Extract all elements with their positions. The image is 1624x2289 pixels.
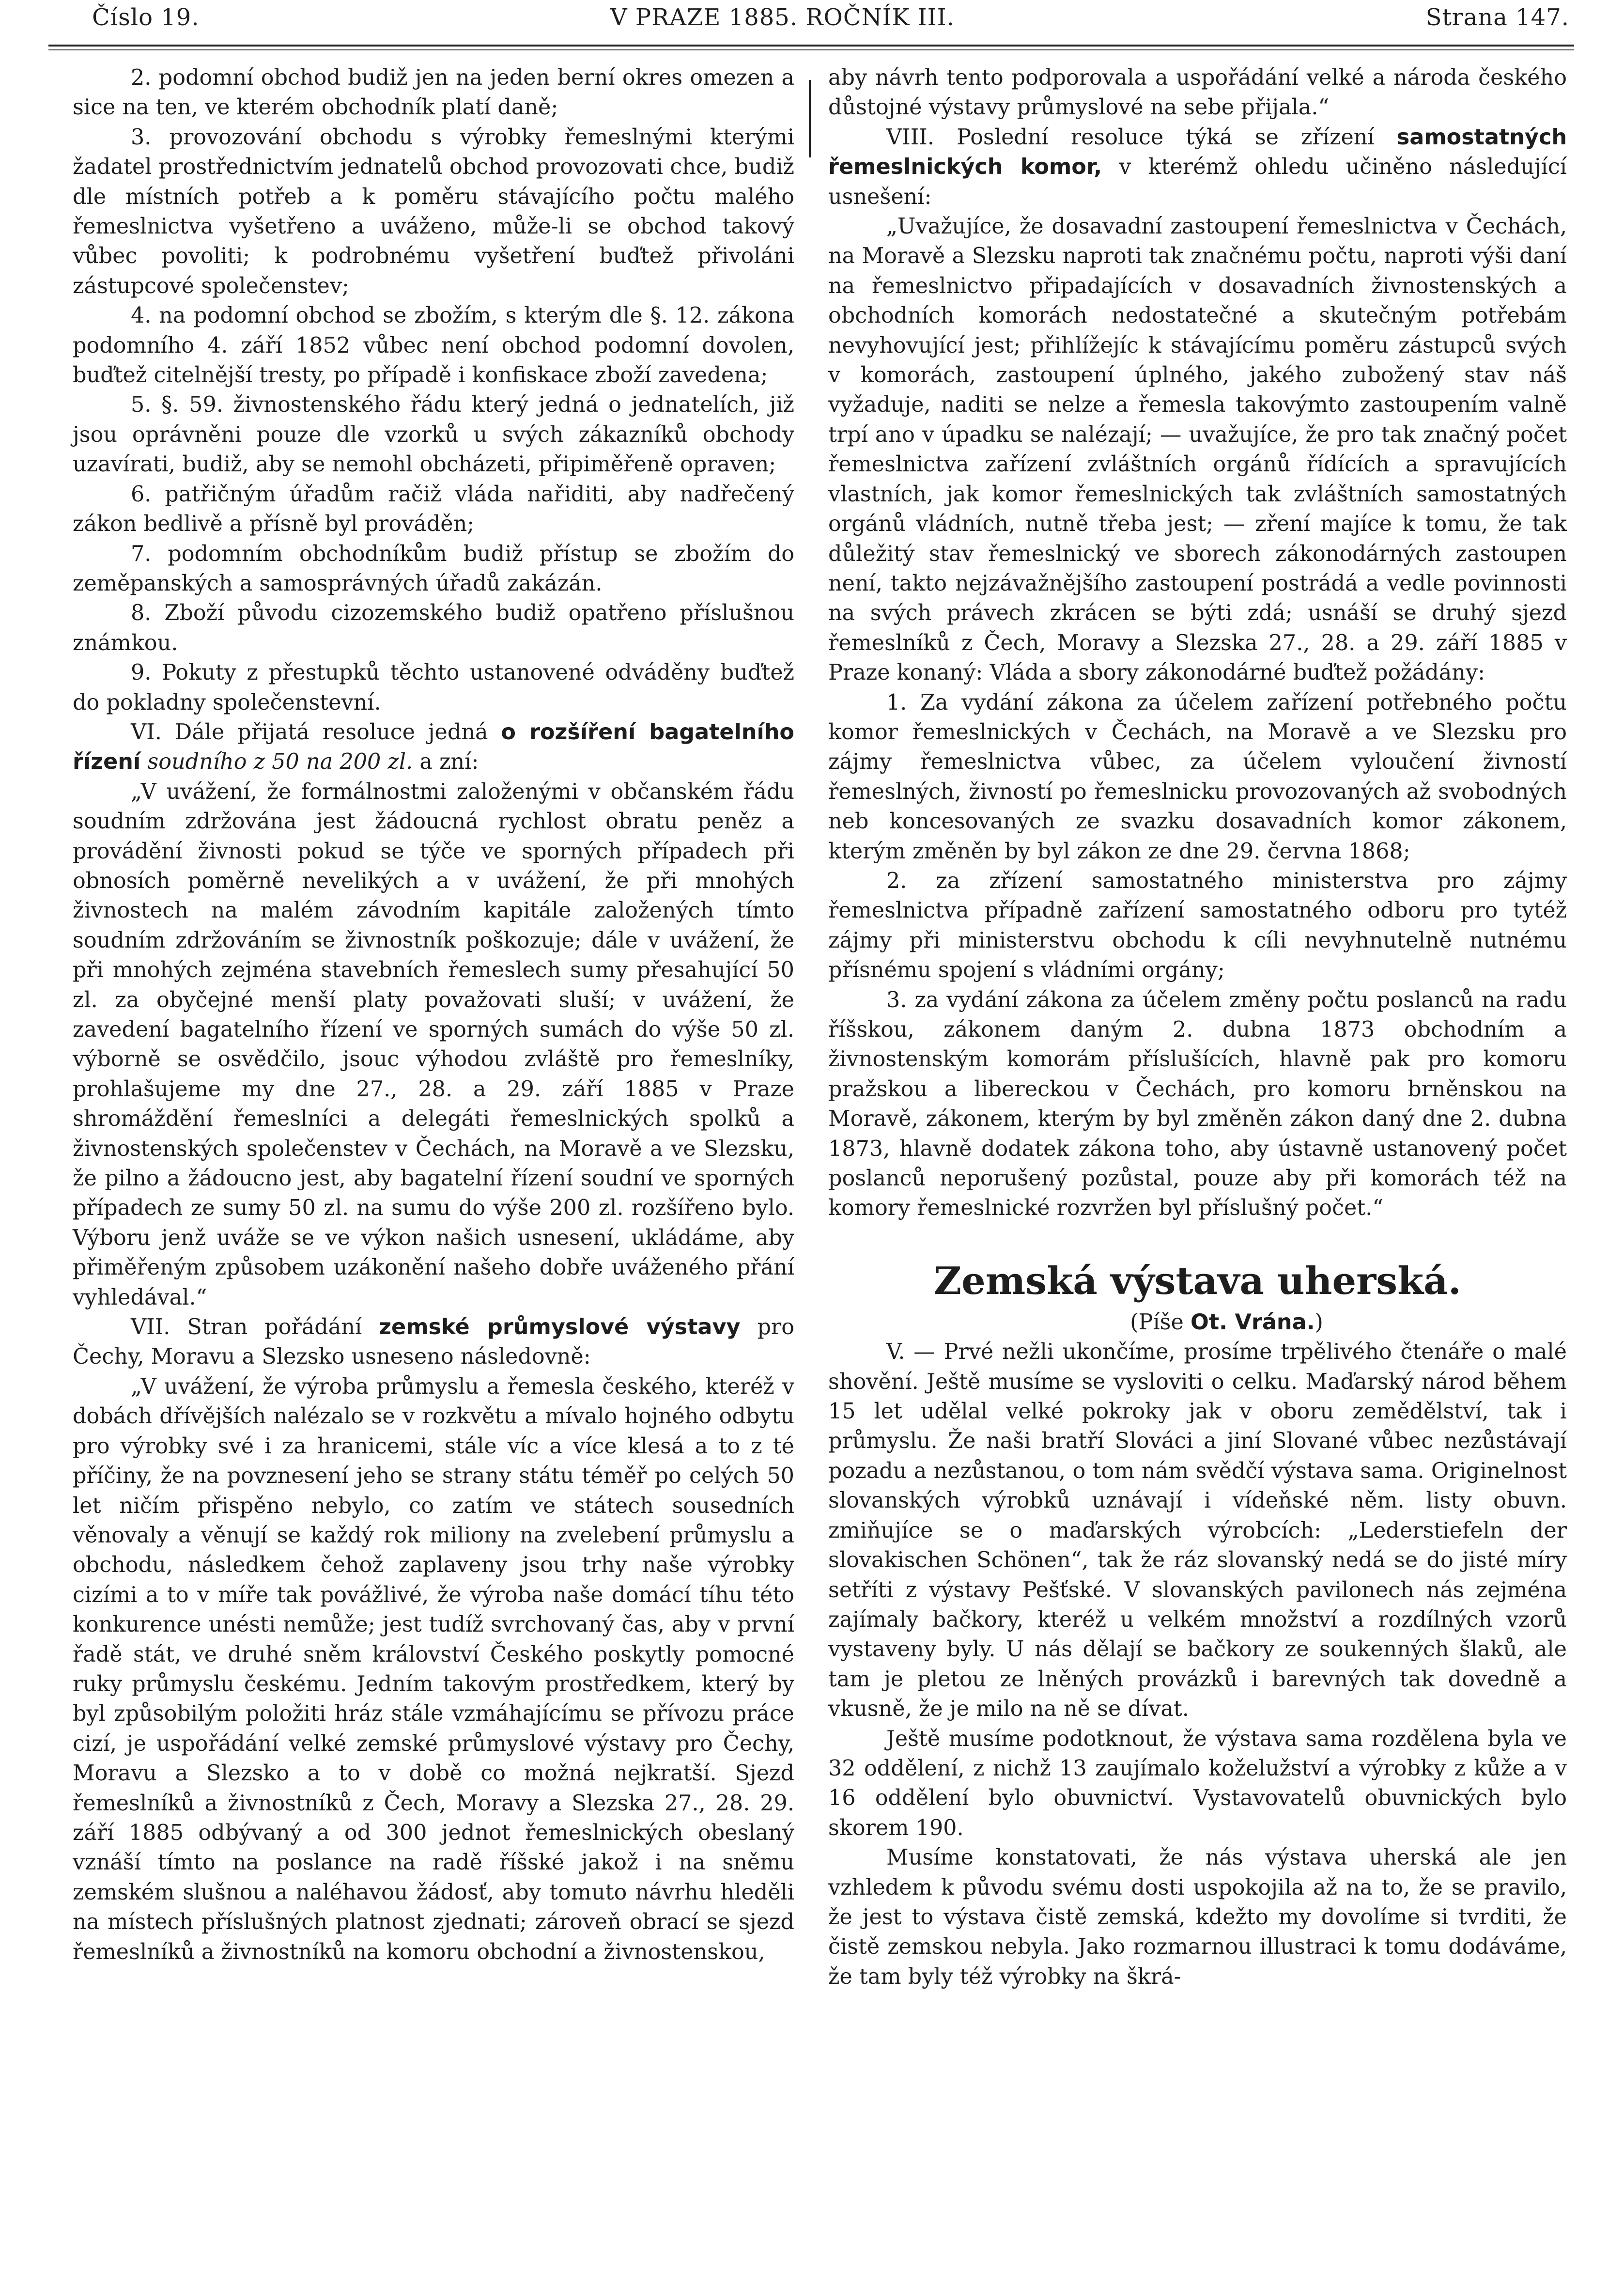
resolution-viii-intro xyxy=(828,123,1567,212)
column-separator xyxy=(809,80,811,157)
byline xyxy=(828,1308,1567,1337)
quoted-resolution: „V uvážení, že formálnostmi založenými v občanském řádu soudním zdržována jest žádoucná rychlost obratu peněz a provádění živnosti pokud se týče ve sporných případech při obnosích poměrně nevelikých a v uvážení, že při mnohých živnostech na malém závodním kapitále založených tímto soudním zdržováním se živnostník poškozuje; dále v uvážení, že při mnohých zejména stavebních řemeslech sumy přesahující 50 zl. za obyčejné menší platy považovati sluší; v uvážení, že zavedení bagatelního řízení ve sporných sumách do výše 50 zl. výborně se osvědčilo, jsouc výhodou zvláště pro řemeslníky, prohlašujeme my dne 27., 28. a 29. září 1885 v Praze shromáždění řemeslníci a delegáti řemeslnických spolků a živnostenských společenstev v Čechách, na Moravě a ve Slezsku, že pilno a žádoucno jest, aby bagatelní řízení soudní ve sporných případech ze sumy 50 zl. na sumu do výše 200 zl. rozšířeno bylo. Výboru jenž uváže se ve výkon našich usnesení, ukládáme, aby přiměřeným způsobem uzákonění našeho dobře uváženého přání vyhledával.“ xyxy=(73,779,794,1310)
paragraph: 4. na podomní obchod se zbožím, s kterým dle §. 12. zákona podomního 4. září 1852 vůbec není obchod podomní dovolen, buďtež citelnější tresty, po případě i konfiskace zboží zavedena; xyxy=(73,303,794,388)
byline-prefix: (Píše xyxy=(1130,1309,1184,1335)
paragraph: 3. provozování obchodu s výrobky řemeslnými kterými žadatel prostřednictvím jednatelů obchod provozovati chce, budiž dle místních potřeb a k poměru stávajícího počtu malého řemeslnictva vyšetřeno a uváženo, může-li se obchod takový vůbec povoliti; k podrobnému vyšetření buďtež přivoláni zástupcové společenstev; xyxy=(73,125,794,298)
paragraph: V. — Prvé nežli ukončíme, prosíme trpělivého čtenáře o malé shovění. Ještě musíme se vysloviti o celku. Maďarský národ během 15 let udělal velké pokroky jak v oboru zemědělství, tak i průmyslu. Že naši bratří Slováci a jiní Slované vůbec nezůstávají pozadu a nezůstanou, o tom nám svědčí výstava sama. Originelnost slovanských výrobků uznávají i vídeňské něm. listy obuvn. zmiňujíce se o maďarských výrobcích: „Lederstiefeln der slovakischen Schönen“, tak že ráz slovanský nedá se do jisté míry setříti z výstavy Pešťské. V slovanských pavilonech nás zejména zajímaly bačkory, kteréž u velkém množství a rozdílných vzorů vystaveny byly. U nás dělají se bačkory ze soukenných šlaků, ale tam je pletou ze lněných provázků i barevných tak dovedně a vkusně, že je milo na ně se dívat. xyxy=(828,1339,1567,1722)
resolution-vi-intro xyxy=(73,717,794,777)
section-title: Zemská výstava uherská. xyxy=(934,1259,1461,1303)
place-and-year: V PRAZE 1885. ROČNÍK III. xyxy=(610,4,955,31)
text-run: VIII. Poslední resoluce týká se zřízení xyxy=(886,125,1375,150)
paragraph: 7. podomním obchodníkům budiž přístup se zbožím do zeměpanských a samosprávných úřadů zakázán. xyxy=(73,541,794,596)
paragraph: 2. podomní obchod budiž jen na jeden berní okres omezen a sice na ten, ve kterém obchodník platí daně; xyxy=(73,65,794,120)
paragraph: 8. Zboží původu cizozemského budiž opatřeno příslušnou známkou. xyxy=(73,601,794,655)
right-column xyxy=(828,63,1567,1992)
header-rule-thin xyxy=(48,49,1574,50)
paragraph: 5. §. 59. živnostenského řádu který jedná o jednatelích, již jsou oprávněni pouze dle vzorků u svých zákazníků obchody uzavírati, budiž, aby se nemohl obcházeti, připiměřeně opraven; xyxy=(73,392,794,477)
italic-phrase: soudního z 50 na 200 zl. xyxy=(147,749,413,775)
paragraph: 1. Za vydání zákona za účelem zařízení potřebného počtu komor řemeslnických v Čechách, na Moravě a ve Slezsku pro zájmy řemeslnictva vůbec, za účelem vyloučení živností řemeslných, živností po řemeslnicku provozovaných až svobodných neb koncesovaných ze svazku dosavadních komor zákonem, kterým změněn by byl zákon ze dne 29. června 1868; xyxy=(828,690,1567,864)
resolution-vii-intro xyxy=(73,1312,794,1372)
quoted-resolution: „Uvažujíce, že dosavadní zastoupení řemeslnictva v Čechách, na Moravě a Slezsku naproti tak značnému počtu, naproti výši daní na řemeslnictvo připadajících v dosavadních živnostenských a obchodních komorách nedostatečné a skutečným potřebám nevyhovující jest; přihlížejíc k stávajícímu poměru zástupců svých v komorách, zastoupení úplného, jakého zubožený stav náš vyžaduje, naditi se nelze a řemesla takovýmto zastoupením valně trpí ano v úpadku se nalézají; — uvažujíce, že pro tak značný počet řemeslnictva zařízení zvláštních orgánů řídících a spravujících vlastních, jak komor řemeslnických tak zvláštních samostatných orgánů vládních, nutně třeba jest; — zření majíce k tomu, že tak důležitý stav řemeslnický ve sborech zákonodárných zastoupen není, takto nejzávažnějšího zastoupení postrádá a vedle povinnosti na svých právech zkrácen se býti zdá; usnáší se druhý sjezd řemeslníků z Čech, Moravy a Slezska 27., 28. a 29. září 1885 v Praze konaný: Vláda a sbory zákonodárné buďtež požádány: xyxy=(828,214,1567,685)
paragraph: 3. za vydání zákona za účelem změny počtu poslanců na radu říšskou, zákonem daným 2. dubna 1873 obchodním a živnostenským komorám příslušících, hlavně pak pro komoru pražskou a libereckou v Čechách, pro komoru brněnskou na Moravě, zákonem, kterým by byl změněn zákon daný dne 2. dubna 1873, hlavně dodatek zákona toho, aby ústavně ustanovený počet poslanců neporušený pozůstal, pouze aby při komorách též na komory řemeslnické rozvržen byl příslušný počet.“ xyxy=(828,987,1567,1221)
paragraph: 2. za zřízení samostatného ministerstva pro zájmy řemeslnictva případně zařízení samostatného odboru pro tytéž zájmy při ministerstvu obchodu k cíli nevyhnutelně nutnému přísnému spojení s vládními orgány; xyxy=(828,868,1567,983)
paragraph: 6. patřičným úřadům račiž vláda nařiditi, aby nadřečený zákon bedlivě a přísně byl prováděn; xyxy=(73,482,794,537)
paragraph: Musíme konstatovati, že nás výstava uherská ale jen vzhledem k původu svému dosti uspokojila až na to, že se pravilo, že jest to výstava čistě zemská, kdežto my dovolíme si tvrditi, že čistě zemskou nebyla. Jako rozmarnou illustraci k tomu dodáváme, že tam byly též výrobky na škrá- xyxy=(828,1845,1567,1989)
paragraph: 9. Pokuty z přestupků těchto ustanovené odváděny buďtež do pokladny společenstevní. xyxy=(73,660,794,715)
left-column xyxy=(73,63,794,1967)
page-number: Strana 147. xyxy=(1425,4,1569,31)
emphasized-topic: zemské průmyslové výstavy xyxy=(379,1315,741,1340)
text-run: v kterémž ohledu učiněno následující usnešení: xyxy=(828,155,1567,209)
author-name: Ot. Vrána. xyxy=(1190,1309,1315,1335)
text-run: VI. Dále přijatá resoluce jedná xyxy=(131,719,488,745)
emphasized-topic: o rozšíření bagatelního řízení xyxy=(73,719,794,775)
paragraph: Ještě musíme podotknout, že výstava sama rozdělena byla ve 32 oddělení, z nichž 13 zaujímalo koželužství a výrobky z kůže a v 16 oddělení bylo obuvnictví. Vystavovatelů obuvnických bylo skorem 190. xyxy=(828,1726,1567,1840)
text-run: a zní: xyxy=(419,749,479,775)
emphasized-topic: samostatných řemeslnických komor, xyxy=(828,125,1567,180)
text-run: VII. Stran pořádání xyxy=(131,1315,362,1340)
issue-number: Číslo 19. xyxy=(92,4,200,31)
text-run: pro Čechy, Moravu a Slezsko usneseno následovně: xyxy=(73,1315,794,1370)
quoted-resolution: „V uvážení, že výroba průmyslu a řemesla českého, kteréž v dobách dřívějších nalézalo se v rozkvětu a mívalo hojného odbytu pro výrobky své i za hranicemi, stále víc a více klesá a to z té příčiny, že na povznesení jeho se strany státu téměř po celých 50 let ničím přispěno nebylo, co zatím ve státech sousedních věnovaly a věnují se každý rok miliony na zvelebení průmyslu a obchodu, následkem čehož zaplaveny jsou trhy naše výrobky cizími a to v míře tak povážlivé, že výroba naše domácí tíhu této konkurence unésti nemůže; jest tudíž svrchovaný čas, aby v první řadě stát, ve druhé sněm království Českého poskytly pomocné ruky průmyslu českému. Jedním takovým prostředkem, který by byl způsobilým položiti hráz stále vzmáhajícímu se přívozu práce cizí, je uspořádání velké zemské průmyslové výstavy pro Čechy, Moravu a Slezsko a to v době co možná nejkratší. Sjezd řemeslníků a živnostníků z Čech, Moravy a Slezska 27., 28. 29. září 1885 odbývaný a od 300 jednot řemeslnických obeslaný vznáší tímto na poslance na radě říšské jakož i na sněmu zemském slušnou a naléhavou žádosť, aby tomuto návrhu hleděli na místech příslušných platnost zjednati; zároveň obrací se sjezd řemeslníků a živnostníků na komoru obchodní a živnostenskou, xyxy=(73,1374,794,1964)
header-rule-thick xyxy=(48,45,1574,47)
byline-suffix: ) xyxy=(1315,1309,1323,1335)
page-header xyxy=(48,0,1574,45)
paragraph-continued: aby návrh tento podporovala a uspořádání velké a národa českého důstojné výstavy průmyslové na sebe přijala.“ xyxy=(828,65,1567,120)
